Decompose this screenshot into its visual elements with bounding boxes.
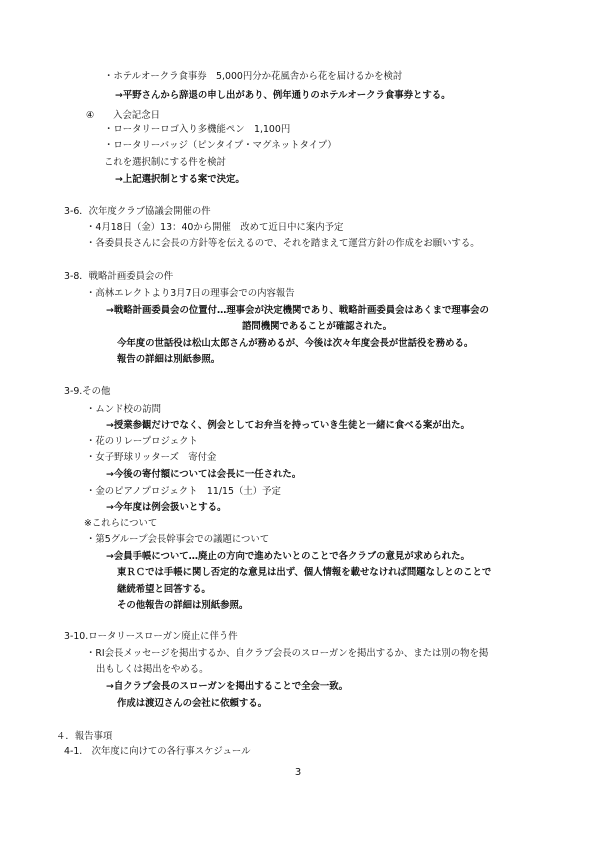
- section-heading: 3-6．次年度クラブ協議会開催の件: [64, 206, 211, 217]
- text-line: →会員手帳について…廃止の方向で進めたいとのことで各クラブの意見が求められた。: [106, 551, 470, 562]
- text-line: 諮問機関であることが確認された。: [242, 321, 393, 332]
- text-line: ※これらについて: [84, 518, 158, 529]
- text-line: →今年度は例会扱いとする。: [106, 502, 227, 513]
- text-line: 4-1. 次年度に向けての各行事スケジュール: [64, 746, 251, 757]
- text-line: 継続希望と回答する。: [117, 584, 211, 595]
- text-line: ・ロータリーバッジ（ピンタイプ・マグネットタイプ）: [104, 140, 337, 151]
- text-line: これを選択制にする件を検討: [104, 157, 226, 168]
- text-line: →平野さんから辞退の申し出があり、例年通りのホテルオークラ食事券とする。: [115, 90, 451, 101]
- text-line: その他報告の詳細は別紙参照。: [117, 600, 249, 611]
- text-line: 作成は渡辺さんの会社に依頼する。: [117, 698, 268, 709]
- text-line: ・高林エレクトより3月7日の理事会での内容報告: [86, 288, 295, 299]
- section-heading: 3-10.ロータリースローガン廃止に伴う件: [64, 631, 238, 642]
- text-line: ・ロータリーロゴ入り多機能ペン 1,100円: [104, 124, 291, 135]
- text-line: ・金のピアノプロジェクト 11/15（土）予定: [86, 486, 281, 497]
- text-line: 報告の詳細は別紙参照。: [117, 354, 221, 365]
- text-line: ・花のリレープロジェクト: [86, 436, 198, 447]
- section-heading: 3-9.その他: [64, 386, 111, 397]
- text-line: 今年度の世話役は松山太郎さんが務めるが、今後は次々年度会長が世話役を務める。: [117, 338, 474, 349]
- text-line: ・RI会長メッセージを掲出するか、自クラブ会長のスローガンを掲出するか、または別の物を掲: [86, 648, 489, 659]
- text-line: ・ホテルオークラ食事券 5,000円分か花風舎から花を届けるかを検討: [104, 71, 403, 82]
- text-line: →今後の寄付額については会長に一任された。: [106, 469, 302, 480]
- text-line: ・各委員長さんに会長の方針等を伝えるので、それを踏まえて運営方針の作成をお願いする。: [86, 238, 480, 249]
- page-number: 3: [294, 767, 302, 778]
- section-heading: 3-8．戦略計画委員会の件: [64, 271, 174, 282]
- text-line: 東ＲＣでは手帳に関し否定的な意見は出ず、個人情報を載せなければ問題なしとのことで: [117, 567, 492, 578]
- text-line: ・女子野球リッターズ 寄付金: [86, 452, 217, 463]
- section-heading: ４．報告事項: [56, 731, 113, 742]
- text-line: →授業参観だけでなく、例会としてお弁当を持っていき生徒と一緒に食べる案が出た。: [106, 420, 470, 431]
- text-line: ・4月18日（金）13：40から開催 改めて近日中に案内予定: [86, 222, 344, 233]
- text-line: →戦略計画委員会の位置付…理事会が決定機関であり、戦略計画委員会はあくまで理事会の: [106, 305, 489, 316]
- text-line: →自クラブ会長のスローガンを掲出することで全会一致。: [106, 681, 349, 692]
- text-line: →上記選択制とする案で決定。: [115, 174, 245, 185]
- text-line: ・ムンド校の訪問: [86, 404, 162, 415]
- text-line: ④ 入会記念日: [86, 110, 161, 121]
- text-line: ・第5グループ会長幹事会での議題について: [86, 534, 270, 545]
- text-line: 出もしくは掲出をやめる。: [96, 664, 209, 675]
